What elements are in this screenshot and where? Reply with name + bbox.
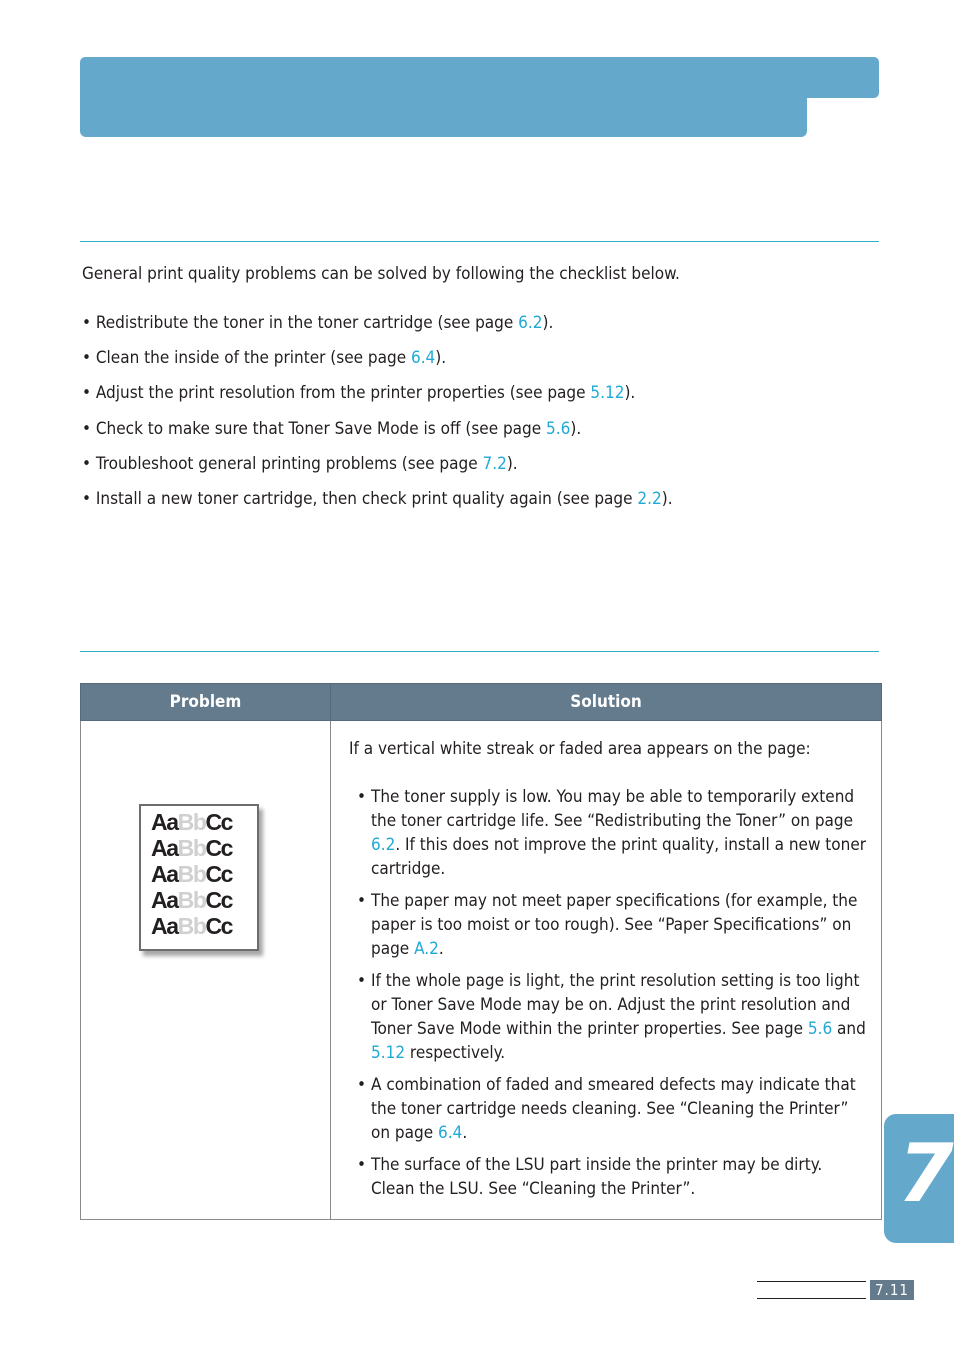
problem-cell	[81, 721, 331, 1220]
checklist-text: • Check to make sure that Toner Save Mode is off (see page	[82, 418, 547, 439]
solution-cell	[331, 721, 882, 1220]
page-link[interactable]: 6.2	[371, 835, 396, 855]
checklist-item	[82, 418, 673, 453]
footer-rule	[757, 1298, 866, 1299]
solution-item	[357, 969, 867, 1065]
solution-intro: If a vertical white streak or faded area appears on the page:	[349, 739, 811, 759]
checklist-item	[82, 347, 673, 382]
checklist-text: ).	[661, 488, 673, 509]
problem-header: Problem	[81, 684, 331, 721]
page-link[interactable]: 7.2	[482, 453, 507, 474]
checklist-text: ).	[506, 453, 518, 474]
page-link[interactable]: 6.2	[518, 313, 543, 333]
page-link[interactable]: 5.12	[590, 383, 625, 404]
sample-text: Cc	[205, 913, 233, 939]
solution-item	[357, 889, 867, 961]
page-link[interactable]: 6.4	[410, 348, 436, 369]
solution-text: respectively.	[405, 1043, 506, 1063]
checklist-text: • Redistribute the toner in the toner cartridge (see page	[82, 313, 519, 333]
sample-text: Aa	[151, 835, 178, 861]
solution-text: . If this does not improve the print quality, install a new toner cartridge.	[371, 835, 867, 879]
checklist-text: • Install a new toner cartridge, then check print quality again (see page	[82, 488, 638, 509]
checklist-item	[82, 453, 673, 488]
solution-item	[357, 1153, 867, 1201]
page-link[interactable]: 5.12	[371, 1043, 406, 1063]
sample-text-faded: Bb	[177, 861, 206, 887]
solution-item	[357, 785, 867, 881]
solution-text: and	[832, 1019, 866, 1039]
page-link[interactable]: 2.2	[637, 488, 662, 509]
solution-text: .	[438, 939, 444, 959]
checklist-text: ).	[570, 418, 582, 439]
sample-text-faded: Bb	[177, 809, 206, 835]
checklist-item	[82, 312, 673, 347]
faded-print-sample-image	[139, 804, 259, 951]
sample-text: Aa	[151, 887, 178, 913]
solution-text: The paper may not meet paper specifications (for example, the paper is too moist or too rough). See “Paper Specifications” on page	[371, 891, 858, 959]
solution-list	[349, 785, 867, 1201]
sample-text: Aa	[151, 861, 178, 887]
sample-text-faded: Bb	[177, 835, 206, 861]
problem-solution-table	[80, 683, 882, 1220]
checklist-text: ).	[435, 348, 447, 369]
solution-text: If the whole page is light, the print resolution setting is too light or Toner Save Mode may be on. Adjust the print resolution and Toner Save Mode within the printer properties. See page	[371, 971, 860, 1039]
solution-header: Solution	[331, 684, 882, 721]
solution-item	[357, 1073, 867, 1145]
intro-text: General print quality problems can be solved by following the checklist below.	[82, 264, 680, 284]
page-link[interactable]: 5.6	[807, 1019, 833, 1039]
sample-text-faded: Bb	[177, 913, 206, 939]
section-divider	[80, 241, 879, 242]
solution-text: The surface of the LSU part inside the printer may be dirty. Clean the LSU. See “Cleaning the Printer”.	[371, 1155, 823, 1199]
section-divider	[80, 651, 879, 652]
checklist-text: • Troubleshoot general printing problems (see page	[82, 453, 483, 474]
sample-text: Aa	[151, 809, 178, 835]
page-link[interactable]: 5.6	[546, 418, 571, 439]
checklist-text: ).	[624, 383, 636, 404]
sample-text-faded: Bb	[177, 887, 206, 913]
solution-text: .	[462, 1123, 468, 1143]
quality-checklist	[82, 312, 673, 523]
checklist-item	[82, 488, 673, 523]
checklist-text: • Clean the inside of the printer (see page	[82, 348, 411, 369]
solution-text: A combination of faded and smeared defects may indicate that the toner cartridge needs cleaning. See “Cleaning the Printer” on page	[371, 1075, 856, 1143]
table-row	[81, 721, 882, 1220]
checklist-text: • Adjust the print resolution from the printer properties (see page	[82, 383, 591, 404]
header-banner	[80, 57, 879, 98]
sample-text: Cc	[205, 835, 233, 861]
sample-text: Cc	[205, 861, 233, 887]
checklist-item	[82, 382, 673, 417]
chapter-number: 7	[898, 1127, 954, 1220]
header-banner-lower	[80, 94, 807, 137]
page-link[interactable]: A.2	[414, 939, 439, 959]
solution-text: The toner supply is low. You may be able to temporarily extend the toner cartridge life. See “Redistributing the Toner” on page	[371, 787, 855, 831]
sample-text: Cc	[205, 809, 233, 835]
checklist-text: ).	[542, 313, 554, 333]
page-link[interactable]: 6.4	[437, 1123, 463, 1143]
footer-rule	[757, 1281, 866, 1282]
table-header-row	[81, 684, 882, 721]
page-number: 7.11	[870, 1280, 914, 1300]
sample-text: Cc	[205, 887, 233, 913]
sample-text: Aa	[151, 913, 178, 939]
